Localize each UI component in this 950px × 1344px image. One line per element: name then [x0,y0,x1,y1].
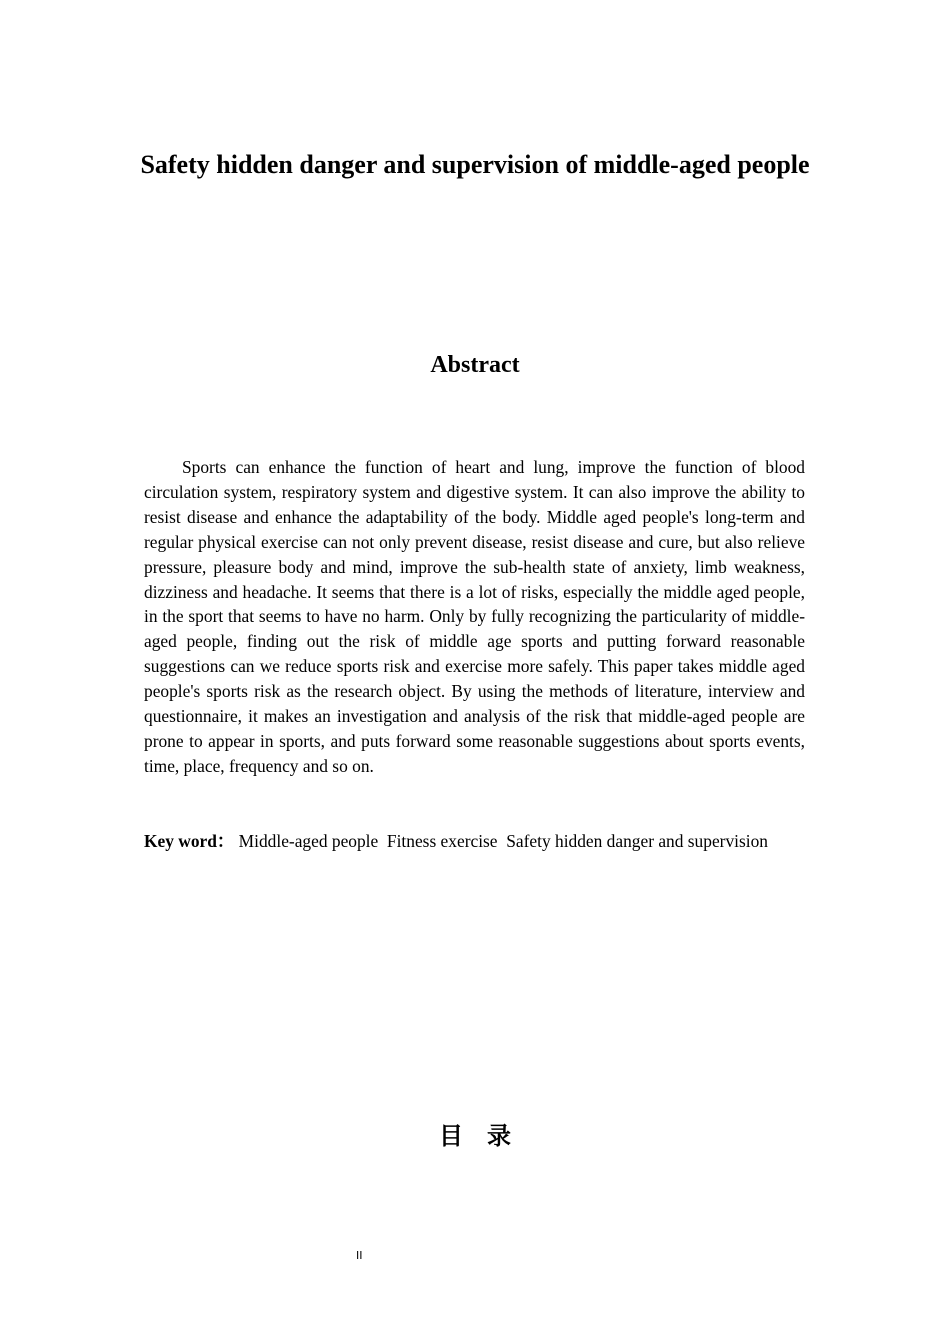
page-number: II [356,1249,363,1262]
keywords [144,829,805,854]
abstract-body: Sports can enhance the function of heart and lung, improve the function of blood circulation system, respiratory system and digestive system. It can also improve the ability to resist disease and enhance the adaptability of the body. Middle aged people's long-term and regular physical exercise can not only prevent disease, resist disease and cure, but also relieve pressure, pleasure body and mind, improve the sub-health state of anxiety, limb weakness, dizziness and headache. It seems that there is a lot of risks, especially the middle aged people, in the sport that seems to have no harm. Only by fully recognizing the particularity of middle-aged people, finding out the risk of middle age sports and putting forward reasonable suggestions can we reduce sports risk and exercise more safely. This paper takes middle aged people's sports risk as the research object. By using the methods of literature, interview and questionnaire, it makes an investigation and analysis of the risk that middle-aged people are prone to appear in sports, and puts forward some reasonable suggestions about sports events, time, place, frequency and so on. [144,457,805,776]
abstract-heading: Abstract [430,352,520,378]
keywords-label: Key word： [144,831,235,851]
paper-title: Safety hidden danger and supervision of middle-aged people [140,150,810,179]
table-of-contents-heading: 目录 [439,1122,535,1150]
keywords-text: Middle-aged people Fitness exercise Safety hidden danger and supervision [234,831,768,851]
